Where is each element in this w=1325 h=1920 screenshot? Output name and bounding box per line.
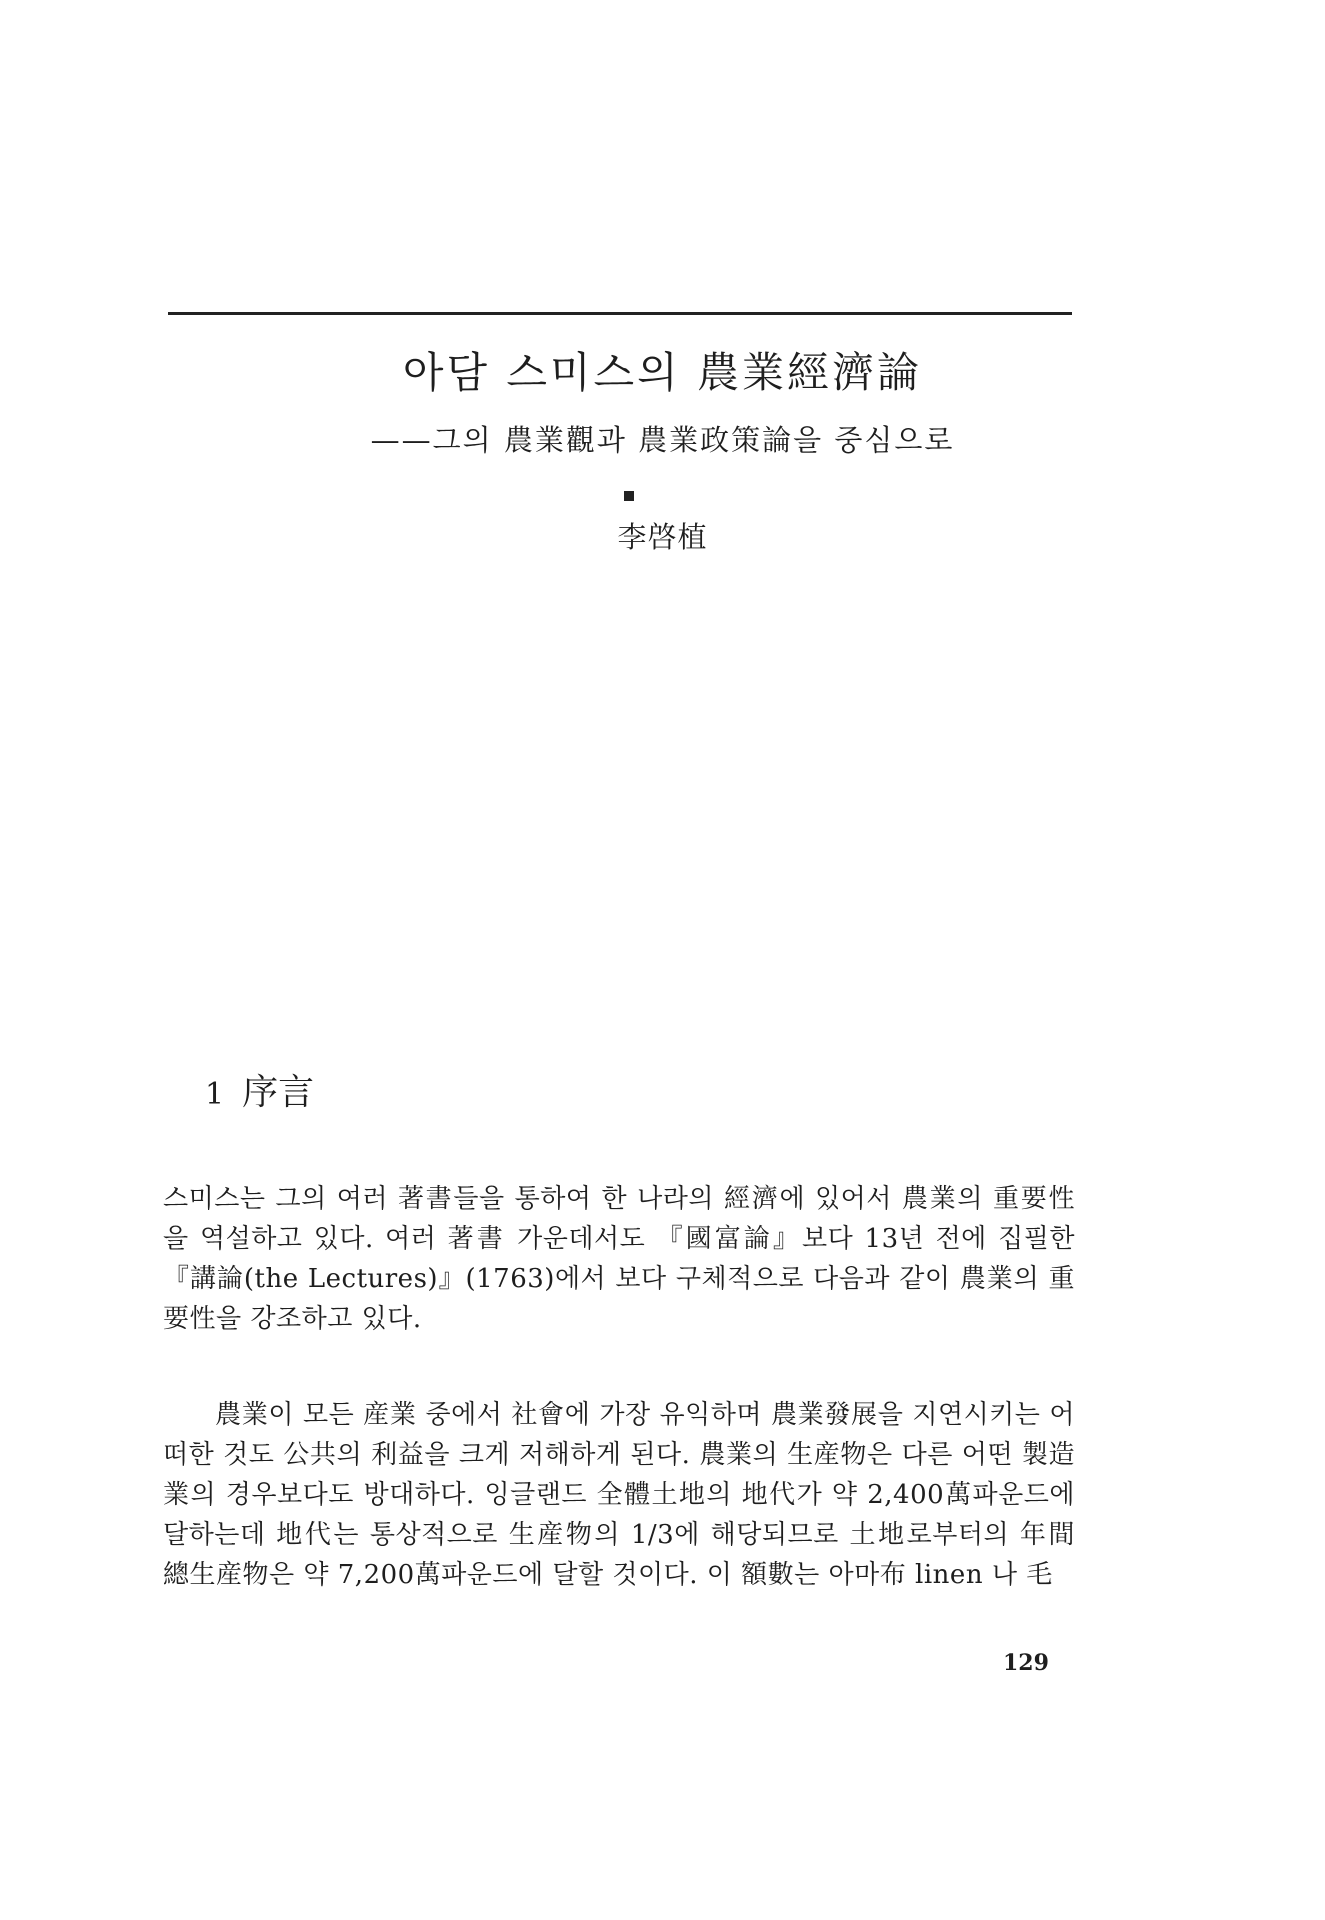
section-title: 序言 (242, 1072, 315, 1113)
body-paragraph: 스미스는 그의 여러 著書들을 통하여 한 나라의 經濟에 있어서 農業의 重要性을 역설하고 있다. 여러 著書 가운데서도 『國富論』보다 13년 전에 집필한 『講論(the Lectures)』(1763)에서 보다 구체적으로 다음과 같이 農業의 重要性을 강조하고 있다. (163, 1184, 1075, 1334)
author-name: 李啓植 (617, 520, 708, 554)
title-rule (168, 312, 1072, 315)
page-number: 129 (1003, 1650, 1049, 1676)
section-heading (205, 1064, 314, 1115)
article-subtitle: ——그의 農業觀과 農業政策論을 중심으로 (370, 423, 955, 457)
quoted-paragraph: 農業이 모든 産業 중에서 社會에 가장 유익하며 農業發展을 지연시키는 어떠한 것도 公共의 利益을 크게 저해하게 된다. 農業의 生産物은 다른 어떤 製造業의 경우보다도 방대하다. 잉글랜드 全體土地의 地代가 약 2,400萬파운드에 달하는데 地代는 통상적으로 生産物의 1/3에 해당되므로 土地로부터의 年間 總生産物은 약 7,200萬파운드에 달할 것이다. 이 額數는 아마布 linen 나 毛 (163, 1400, 1075, 1590)
section-number: 1 (205, 1077, 225, 1112)
author-marker-icon (624, 491, 634, 501)
article-title: 아담 스미스의 農業經濟論 (402, 348, 923, 397)
